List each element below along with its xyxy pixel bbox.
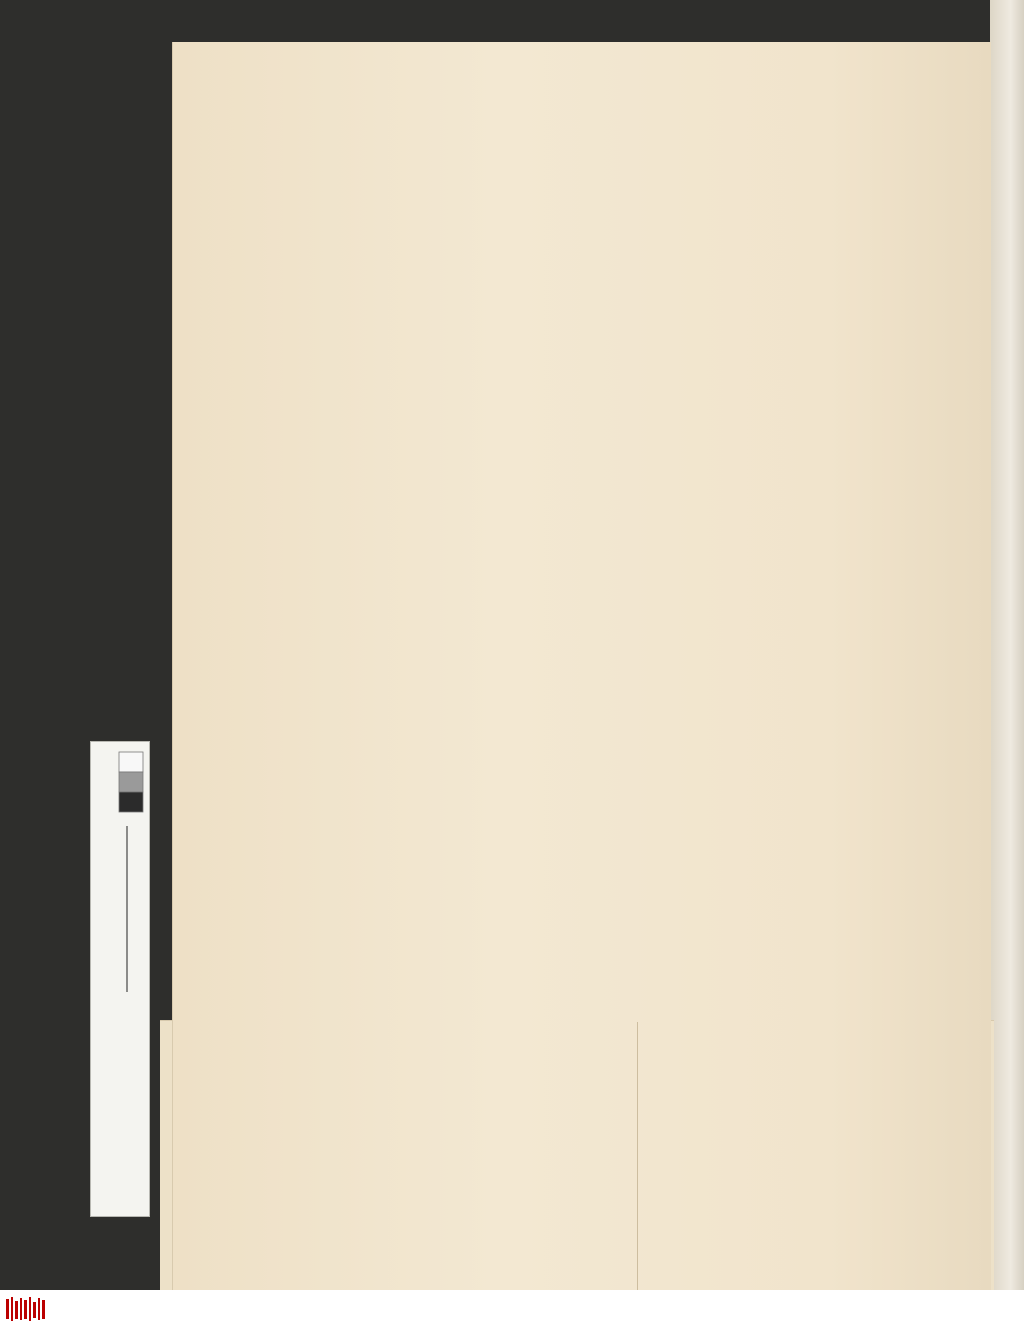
hab-logo-icon	[6, 1297, 46, 1321]
color-scale-card	[90, 741, 150, 1217]
gray-swatch-mid	[119, 772, 143, 792]
fold-line	[637, 1022, 638, 1290]
footer-bar	[0, 1290, 1024, 1326]
gray-swatch-dark	[119, 792, 143, 812]
gray-swatch-white	[119, 752, 143, 772]
manuscript-page	[172, 42, 991, 1290]
scale-card-graphic	[91, 742, 149, 1216]
adjacent-leaf-edge	[990, 0, 1024, 1290]
